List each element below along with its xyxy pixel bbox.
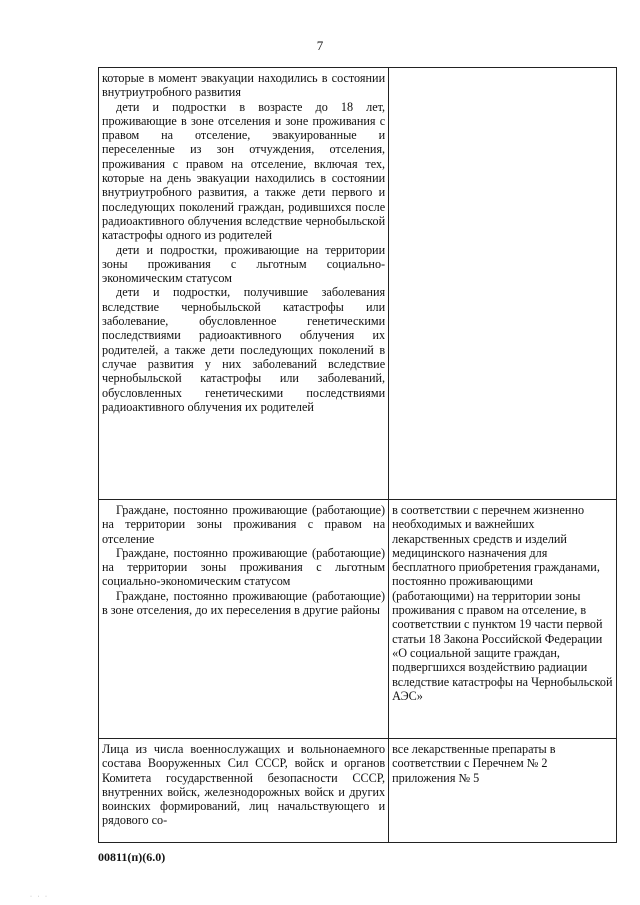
table-cell-provision — [389, 68, 617, 500]
table-cell-category — [99, 500, 389, 739]
scan-artifact: · · · — [30, 894, 49, 900]
table-row — [99, 68, 617, 500]
cell-paragraph: Лица из числа военнослужащих и вольнонаемного состава Вооруженных Сил СССР, войск и органов Комитета государственной безопасности СССР, внутренних войск, железнодорожных войск и других воинских формирований, лиц начальствующего и рядового со- — [102, 742, 386, 828]
table-cell-provision — [389, 739, 617, 843]
benefits-table — [98, 67, 617, 843]
cell-paragraph: Граждане, постоянно проживающие (работающие) на территории зоны проживания с льготным социально-экономическим статусом — [102, 545, 386, 589]
cell-paragraph: которые в момент эвакуации находились в состоянии внутриутробного развития — [102, 71, 386, 100]
table-row — [99, 500, 617, 739]
cell-paragraph: дети и подростки в возрасте до 18 лет, проживающие в зоне отселения и зоне проживания с правом на отселение, эвакуированные и переселенные из зон отчуждения, отселения, проживания с правом на отселение, включая тех, которые на день эвакуации находились в состоянии внутриутробного развития, а также дети первого и последующих поколений граждан, родившихся после радиоактивного облучения вследствие чернобыльской катастрофы одного из родителей — [102, 99, 386, 243]
table-cell-category — [99, 68, 389, 500]
cell-paragraph: Граждане, постоянно проживающие (работающие) в зоне отселения, до их переселения в другие районы — [102, 588, 386, 618]
cell-paragraph: в соответствии с перечнем жизненно необходимых и важнейших лекарственных средств и изделий медицинского назначения для бесплатного приобретения гражданами, постоянно проживающими (работающими) на территории зоны проживания с правом на отселение, в соответствии с пунктом 19 части первой статьи 18 Закона Российской Федерации «О социальной защите граждан, подвергшихся воздействию радиации вследствие катастрофы на Чернобыльской АЭС» — [392, 503, 613, 703]
cell-paragraph: Граждане, постоянно проживающие (работающие) на территории зоны проживания с правом на отселение — [102, 503, 386, 546]
cell-paragraph: дети и подростки, получившие заболевания вследствие чернобыльской катастрофы или заболевание, обусловленное генетическими последствиями радиоактивного облучения их родителей, а также дети последующих поколений в случае развития у них заболеваний вследствие чернобыльской катастрофы или заболеваний, обусловленных генетическими последствиями радиоактивного облучения их родителей — [102, 285, 386, 414]
table-row — [99, 739, 617, 843]
document-code: 00811(п)(6.0) — [98, 850, 166, 864]
table-cell-category — [99, 739, 389, 843]
page-number: 7 — [316, 38, 324, 53]
cell-paragraph: все лекарственные препараты в соответствии с Перечнем № 2 приложения № 5 — [392, 742, 556, 785]
cell-paragraph: дети и подростки, проживающие на территории зоны проживания с льготным социально-экономическим статусом — [102, 242, 386, 286]
table-cell-provision — [389, 500, 617, 739]
